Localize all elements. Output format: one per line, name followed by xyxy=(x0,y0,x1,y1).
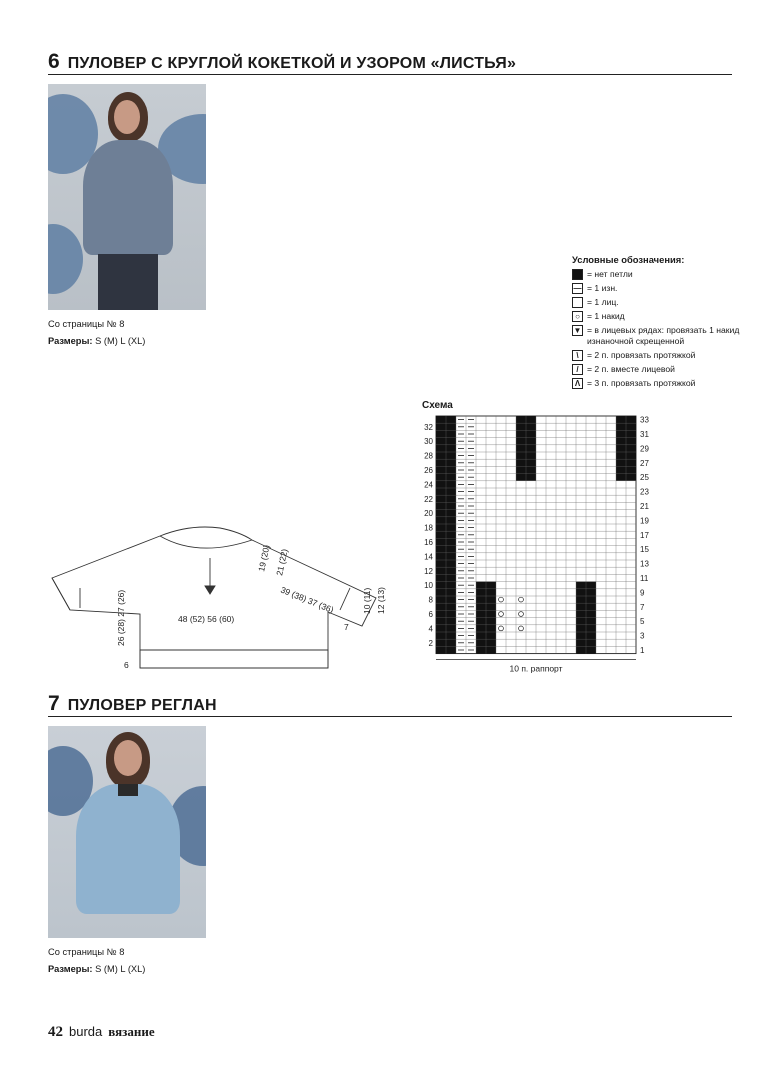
legend-item xyxy=(572,378,742,389)
yarn-over-symbol-icon: ○ xyxy=(572,311,583,322)
section6-source: Со страницы № 8 xyxy=(48,319,125,329)
schematic-cuff-width2-label: 12 (13) xyxy=(376,587,386,614)
chart-grid-svg xyxy=(420,412,740,682)
chart-row-number-left: 10 xyxy=(424,581,433,591)
purl-symbol-icon: — xyxy=(573,284,582,293)
schematic-armhole-label: 21 (22) xyxy=(274,547,290,577)
chart-row-number-right: 29 xyxy=(640,444,649,454)
no-stitch-symbol-icon xyxy=(572,269,583,280)
legend-text: = 2 п. вместе лицевой xyxy=(587,364,675,374)
legend-item xyxy=(572,350,742,361)
chart-row-number-left: 12 xyxy=(424,566,433,576)
twisted-purl-symbol-icon: ▼ xyxy=(573,326,582,335)
legend-text: = 2 п. провязать протяжкой xyxy=(587,350,696,360)
chart-row-number-right: 11 xyxy=(640,574,649,583)
section6-info xyxy=(48,318,208,352)
chart-row-number-left: 4 xyxy=(428,624,433,634)
section6-title: ПУЛОВЕР С КРУГЛОЙ КОКЕТКОЙ И УЗОРОМ «ЛИСТЬЯ» xyxy=(67,55,517,72)
chart-row-number-left: 32 xyxy=(424,422,433,432)
chart-row-number-left: 20 xyxy=(424,509,433,519)
section7-sizes xyxy=(48,963,208,975)
chart-row-number-left: 26 xyxy=(424,466,433,475)
legend-item xyxy=(572,283,742,294)
brand-name: burda xyxy=(69,1024,103,1039)
chart-row-number-left: 22 xyxy=(424,494,433,504)
legend-text: = 1 изн. xyxy=(587,283,618,293)
legend-item xyxy=(572,297,742,308)
legend-text: = 3 п. провязать протяжкой xyxy=(587,378,696,388)
section6-heading xyxy=(48,50,516,74)
section7-sizes-value: S (M) L (XL) xyxy=(95,964,146,974)
page-footer xyxy=(48,1024,155,1041)
section7-photo xyxy=(48,726,206,938)
chart-row-number-right: 27 xyxy=(640,458,649,468)
section7-title: ПУЛОВЕР РЕГЛАН xyxy=(67,697,217,714)
schematic-yoke-label: 19 (20) xyxy=(256,543,272,573)
section6-sizes-value: S (M) L (XL) xyxy=(95,336,146,346)
k2tog-symbol-icon: / xyxy=(572,364,583,375)
chart-row-number-left: 16 xyxy=(424,538,433,547)
chart-row-number-right: 33 xyxy=(640,415,649,425)
schematic-hem-label: 6 xyxy=(124,660,129,670)
schematic-cuff-width-label: 10 (11) xyxy=(362,587,372,614)
legend-item xyxy=(572,311,742,322)
section6-sizes xyxy=(48,335,208,347)
chart-row-number-right: 19 xyxy=(640,516,649,526)
chart-row-number-right: 7 xyxy=(640,602,645,612)
chart-row-number-right: 21 xyxy=(640,502,649,511)
section7-sizes-label: Размеры: xyxy=(48,964,93,974)
legend-item xyxy=(572,325,742,347)
page-number: 42 xyxy=(48,1024,63,1040)
ssk-symbol-icon: \ xyxy=(572,350,583,361)
chart-row-number-left: 14 xyxy=(424,552,433,562)
chart-row-number-left: 30 xyxy=(424,437,433,447)
schematic-sleeve-length-label: 39 (38) 37 (36) xyxy=(279,584,336,615)
legend xyxy=(572,254,742,392)
section7-source: Со страницы № 8 xyxy=(48,947,125,957)
chart-row-number-right: 1 xyxy=(640,646,645,655)
chart-row-number-right: 5 xyxy=(640,617,645,627)
chart-row-number-right: 25 xyxy=(640,473,649,483)
section6-number: 6 xyxy=(48,50,60,73)
stitch-chart xyxy=(420,400,740,680)
chart-row-number-left: 6 xyxy=(428,610,433,619)
legend-text: = нет петли xyxy=(587,269,633,279)
knit-symbol-icon xyxy=(572,297,583,308)
chart-row-number-right: 13 xyxy=(640,559,649,569)
legend-text: = 1 лиц. xyxy=(587,297,619,307)
schematic-chest-label: 48 (52) 56 (60) xyxy=(178,614,235,624)
chart-row-number-left: 18 xyxy=(424,523,433,533)
chart-row-number-right: 9 xyxy=(640,588,645,598)
legend-title: Условные обозначения: xyxy=(572,254,685,265)
sk2p-symbol-icon: Λ xyxy=(572,378,583,389)
chart-row-number-right: 3 xyxy=(640,631,645,641)
schematic-drawing xyxy=(40,518,420,678)
chart-row-number-right: 15 xyxy=(640,545,649,555)
magazine-name: вязание xyxy=(108,1024,155,1039)
section7-info xyxy=(48,946,208,980)
section6-photo xyxy=(48,84,206,310)
chart-row-number-right: 23 xyxy=(640,487,649,497)
chart-repeat-label: 10 п. раппорт xyxy=(509,663,563,674)
schematic-body-height-label: 26 (28) 27 (26) xyxy=(116,589,126,646)
section6-rule xyxy=(48,74,732,75)
legend-item xyxy=(572,269,742,280)
chart-row-number-left: 28 xyxy=(424,451,433,461)
chart-row-number-right: 17 xyxy=(640,530,649,540)
section7-number: 7 xyxy=(48,692,60,715)
legend-text: = 1 накид xyxy=(587,311,625,321)
chart-row-number-left: 2 xyxy=(428,638,433,648)
chart-title: Схема xyxy=(422,400,453,411)
chart-row-number-left: 8 xyxy=(428,595,433,605)
chart-row-number-right: 31 xyxy=(640,430,649,439)
legend-item xyxy=(572,364,742,375)
chart-row-number-left: 24 xyxy=(424,480,433,490)
legend-text: = в лицевых рядах: провязать 1 накид изнаночной скрещенной xyxy=(587,325,740,346)
section7-heading xyxy=(48,692,217,716)
section6-sizes-label: Размеры: xyxy=(48,336,93,346)
schematic-sleeve-cuff-label: 7 xyxy=(344,622,349,632)
section7-rule xyxy=(48,716,732,717)
